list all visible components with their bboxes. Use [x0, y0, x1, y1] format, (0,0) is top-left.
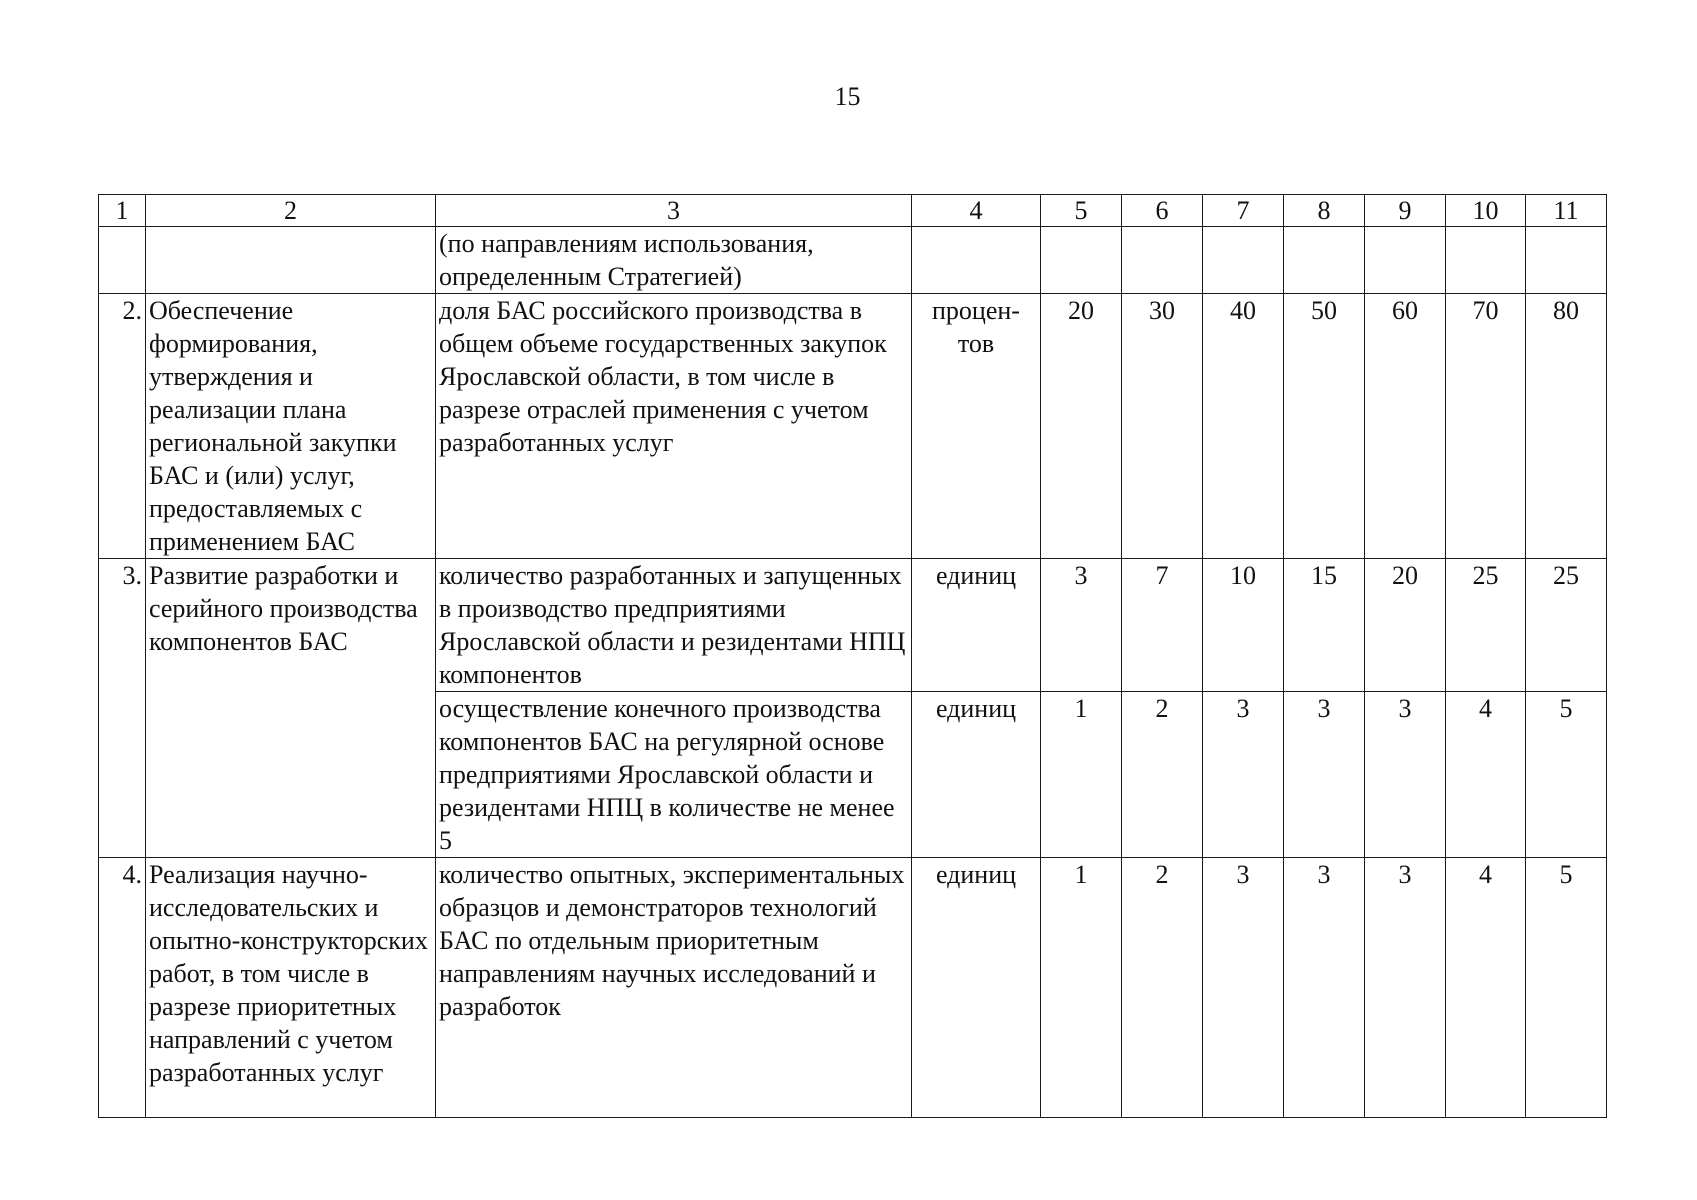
value-cell — [1041, 227, 1122, 294]
task-cell — [146, 227, 436, 294]
task-cell: Реализация научно-исследовательских и опытно-конструкторских работ, в том числе в разрезе приоритетных направлений с учетом разработанных услуг — [146, 858, 436, 1118]
value-cell: 7 — [1122, 559, 1203, 692]
value-cell: 2 — [1122, 858, 1203, 1118]
value-cell: 3 — [1365, 858, 1446, 1118]
value-cell: 3 — [1365, 692, 1446, 858]
value-cell: 20 — [1365, 559, 1446, 692]
value-cell: 3 — [1284, 692, 1365, 858]
value-cell: 4 — [1446, 692, 1526, 858]
value-cell: 25 — [1446, 559, 1526, 692]
header-cell: 3 — [436, 195, 912, 227]
value-cell — [1284, 227, 1365, 294]
header-row — [99, 195, 1607, 227]
num-cell — [99, 227, 146, 294]
unit-cell — [912, 227, 1041, 294]
value-cell — [1122, 227, 1203, 294]
indicator-cell: (по направлениям использования, определенным Стратегией) — [436, 227, 912, 294]
value-cell — [1203, 227, 1284, 294]
unit-cell: единиц — [912, 559, 1041, 692]
task-cell: Развитие разработки и серийного производства компонентов БАС — [146, 559, 436, 858]
value-cell: 3 — [1284, 858, 1365, 1118]
header-cell: 9 — [1365, 195, 1446, 227]
value-cell: 3 — [1041, 559, 1122, 692]
header-cell: 1 — [99, 195, 146, 227]
value-cell: 50 — [1284, 294, 1365, 559]
indicator-cell: количество разработанных и запущенных в производство предприятиями Ярославской области и резидентами НПЦ компонентов — [436, 559, 912, 692]
indicator-cell: доля БАС российского производства в общем объеме государственных закупок Ярославской области, в том числе в разрезе отраслей применения с учетом разработанных услуг — [436, 294, 912, 559]
value-cell: 40 — [1203, 294, 1284, 559]
table-row — [99, 294, 1607, 559]
num-cell: 4. — [99, 858, 146, 1118]
value-cell: 3 — [1203, 692, 1284, 858]
value-cell — [1446, 227, 1526, 294]
unit-cell: единиц — [912, 858, 1041, 1118]
value-cell: 1 — [1041, 692, 1122, 858]
table-row — [99, 858, 1607, 1118]
value-cell: 20 — [1041, 294, 1122, 559]
header-cell: 11 — [1526, 195, 1607, 227]
value-cell — [1365, 227, 1446, 294]
num-cell: 2. — [99, 294, 146, 559]
value-cell: 3 — [1203, 858, 1284, 1118]
num-cell: 3. — [99, 559, 146, 858]
header-cell: 2 — [146, 195, 436, 227]
value-cell — [1526, 227, 1607, 294]
value-cell: 80 — [1526, 294, 1607, 559]
value-cell: 1 — [1041, 858, 1122, 1118]
value-cell: 15 — [1284, 559, 1365, 692]
table-row — [99, 559, 1607, 692]
value-cell: 25 — [1526, 559, 1607, 692]
value-cell: 70 — [1446, 294, 1526, 559]
header-cell: 6 — [1122, 195, 1203, 227]
header-cell: 10 — [1446, 195, 1526, 227]
value-cell: 5 — [1526, 692, 1607, 858]
header-cell: 5 — [1041, 195, 1122, 227]
indicator-cell: осуществление конечного производства компонентов БАС на регулярной основе предприятиями Ярославской области и резидентами НПЦ в количестве не менее 5 — [436, 692, 912, 858]
value-cell: 4 — [1446, 858, 1526, 1118]
table-row-continuation — [99, 227, 1607, 294]
header-cell: 4 — [912, 195, 1041, 227]
unit-cell: единиц — [912, 692, 1041, 858]
header-cell: 8 — [1284, 195, 1365, 227]
value-cell: 10 — [1203, 559, 1284, 692]
task-cell: Обеспечение формирования, утверждения и реализации плана региональной закупки БАС и (или) услуг, предоставляемых с применением БАС — [146, 294, 436, 559]
value-cell: 30 — [1122, 294, 1203, 559]
header-cell: 7 — [1203, 195, 1284, 227]
unit-cell: процен-тов — [912, 294, 1041, 559]
value-cell: 5 — [1526, 858, 1607, 1118]
indicators-table — [98, 194, 1607, 1118]
value-cell: 60 — [1365, 294, 1446, 559]
page-number: 15 — [834, 82, 861, 111]
value-cell: 2 — [1122, 692, 1203, 858]
indicator-cell: количество опытных, экспериментальных образцов и демонстраторов технологий БАС по отдельным приоритетным направлениям научных исследований и разработок — [436, 858, 912, 1118]
